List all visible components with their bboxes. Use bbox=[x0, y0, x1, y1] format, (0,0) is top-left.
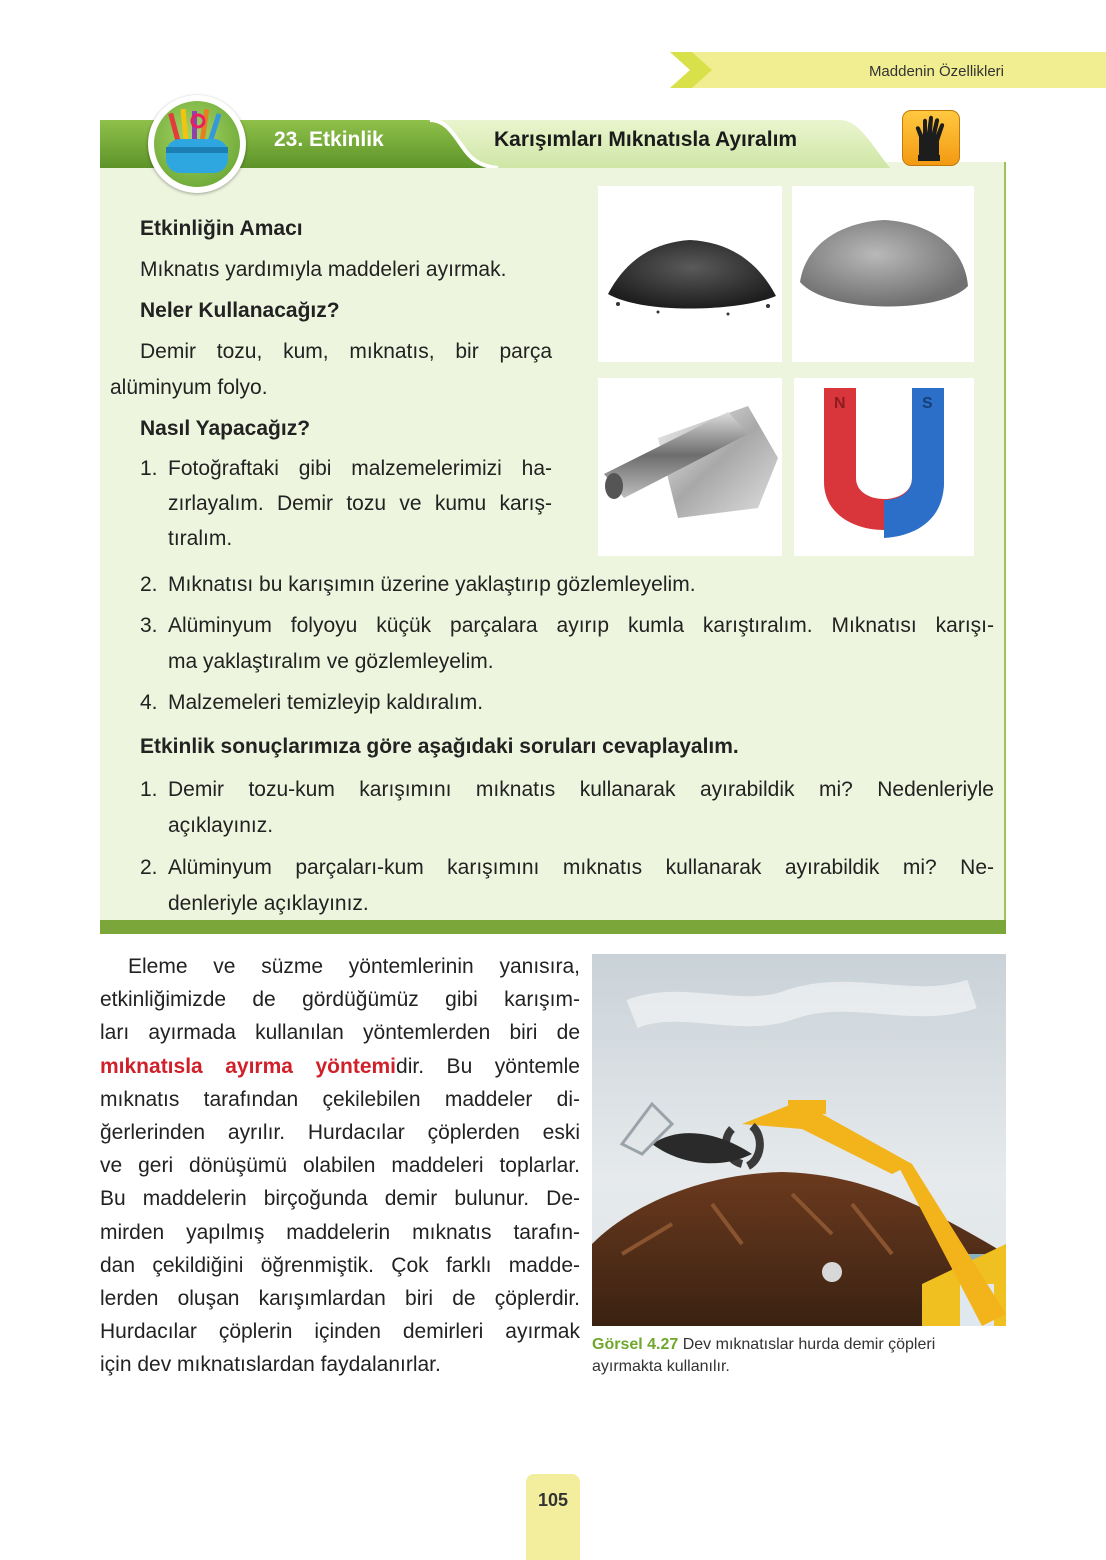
step-1-line2: zırlayalım. Demir tozu ve kumu karış- bbox=[168, 492, 552, 515]
body-line: dan çekildiğini öğrenmiştik. Çok farklı madde- bbox=[100, 1253, 580, 1277]
materials-text-line2: alüminyum folyo. bbox=[110, 376, 268, 399]
body-line: Bu maddelerin birçoğunda demir bulunur. De- bbox=[100, 1187, 580, 1211]
step-3-line2: ma yaklaştıralım ve gözlemleyelim. bbox=[168, 650, 494, 673]
question-number: 1. bbox=[140, 778, 158, 801]
horseshoe-magnet-photo bbox=[794, 378, 974, 556]
section-title: Maddenin Özellikleri bbox=[868, 63, 1004, 80]
body-line: mıknatıs tarafından çekilebilen maddeler di- bbox=[100, 1087, 580, 1111]
body-line: ve geri dönüşümü olabilen maddeleri toplarlar. bbox=[100, 1154, 580, 1178]
sand-photo bbox=[792, 186, 974, 362]
step-2-line1: Mıknatısı bu karışımın üzerine yaklaştırıp gözlemleyelim. bbox=[168, 573, 696, 596]
step-4-line1: Malzemeleri temizleyip kaldıralım. bbox=[168, 691, 484, 714]
question-1-line1: Demir tozu-kum karışımını mıknatıs kullanarak ayırabildik mi? Nedenleriyle bbox=[168, 778, 994, 801]
step-number: 1. bbox=[140, 457, 158, 480]
activity-box-border bbox=[1004, 162, 1006, 922]
iron-powder-photo bbox=[598, 186, 782, 362]
aluminum-foil-photo bbox=[598, 378, 782, 556]
steps-heading: Nasıl Yapacağız? bbox=[140, 417, 311, 440]
figure-label: Görsel 4.27 bbox=[592, 1336, 679, 1353]
scrap-magnet-photo bbox=[592, 954, 1006, 1326]
magnet-south-label: S bbox=[922, 395, 933, 412]
question-1-line2: açıklayınız. bbox=[168, 814, 274, 837]
figure-caption-line1: Dev mıknatıslar hurda demir çöpleri bbox=[678, 1336, 936, 1353]
figure-caption-line2: ayırmakta kullanılır. bbox=[592, 1358, 730, 1375]
step-number: 4. bbox=[140, 691, 158, 714]
body-line-highlight: mıknatısla ayırma yöntemidir. Bu yöntemle bbox=[100, 1054, 580, 1078]
figure-caption bbox=[592, 1334, 1012, 1378]
page-number: 105 bbox=[537, 1490, 569, 1510]
materials-heading: Neler Kullanacağız? bbox=[140, 299, 340, 322]
questions-heading: Etkinlik sonuçlarımıza göre aşağıdaki soruları cevaplayalım. bbox=[140, 735, 739, 758]
purpose-heading: Etkinliğin Amacı bbox=[140, 217, 303, 240]
activity-number: 23. Etkinlik bbox=[274, 128, 384, 151]
highlight-term: mıknatısla ayırma yöntemi bbox=[100, 1054, 397, 1078]
body-line: lerden oluşan karışımlardan biri de çöplerdir. bbox=[100, 1286, 580, 1310]
step-1-line1: Fotoğraftaki gibi malzemelerimizi ha- bbox=[168, 457, 552, 480]
body-line: Hurdacılar çöplerin içinden demirleri ayırmak bbox=[100, 1320, 580, 1344]
body-line: mirden yapılmış maddelerin mıknatıs tarafın- bbox=[100, 1220, 580, 1244]
pencil-case-icon bbox=[154, 101, 240, 187]
materials-text-line1: Demir tozu, kum, mıknatıs, bir parça bbox=[140, 340, 552, 363]
question-2-line2: denleriyle açıklayınız. bbox=[168, 892, 369, 915]
safety-glove-icon bbox=[902, 110, 960, 166]
magnet-north-label: N bbox=[834, 395, 846, 412]
body-line: için dev mıknatıslardan faydalanırlar. bbox=[100, 1353, 441, 1377]
body-line: ları ayırmada kullanılan yöntemlerden biri de bbox=[100, 1021, 580, 1045]
body-line: Eleme ve süzme yöntemlerinin yanısıra, bbox=[128, 955, 580, 978]
step-number: 3. bbox=[140, 614, 158, 637]
purpose-text: Mıknatıs yardımıyla maddeleri ayırmak. bbox=[140, 258, 507, 281]
body-line: etkinliğimizde de gördüğümüz gibi karışım- bbox=[100, 988, 580, 1012]
step-number: 2. bbox=[140, 573, 158, 596]
activity-title: Karışımları Mıknatısla Ayıralım bbox=[494, 128, 798, 151]
activity-badge bbox=[148, 95, 246, 193]
step-1-line3: tıralım. bbox=[168, 527, 233, 550]
page-number-tab bbox=[526, 1474, 580, 1560]
body-paragraph bbox=[100, 950, 580, 1381]
question-2-line1: Alüminyum parçaları-kum karışımını mıknatıs kullanarak ayırabildik mi? Ne- bbox=[168, 856, 994, 879]
body-line: ğerlerinden ayrılır. Hurdacılar çöplerden eski bbox=[100, 1120, 580, 1144]
question-number: 2. bbox=[140, 856, 158, 879]
step-3-line1: Alüminyum folyoyu küçük parçalara ayırıp kumla karıştıralım. Mıknatısı karışı- bbox=[168, 614, 994, 637]
